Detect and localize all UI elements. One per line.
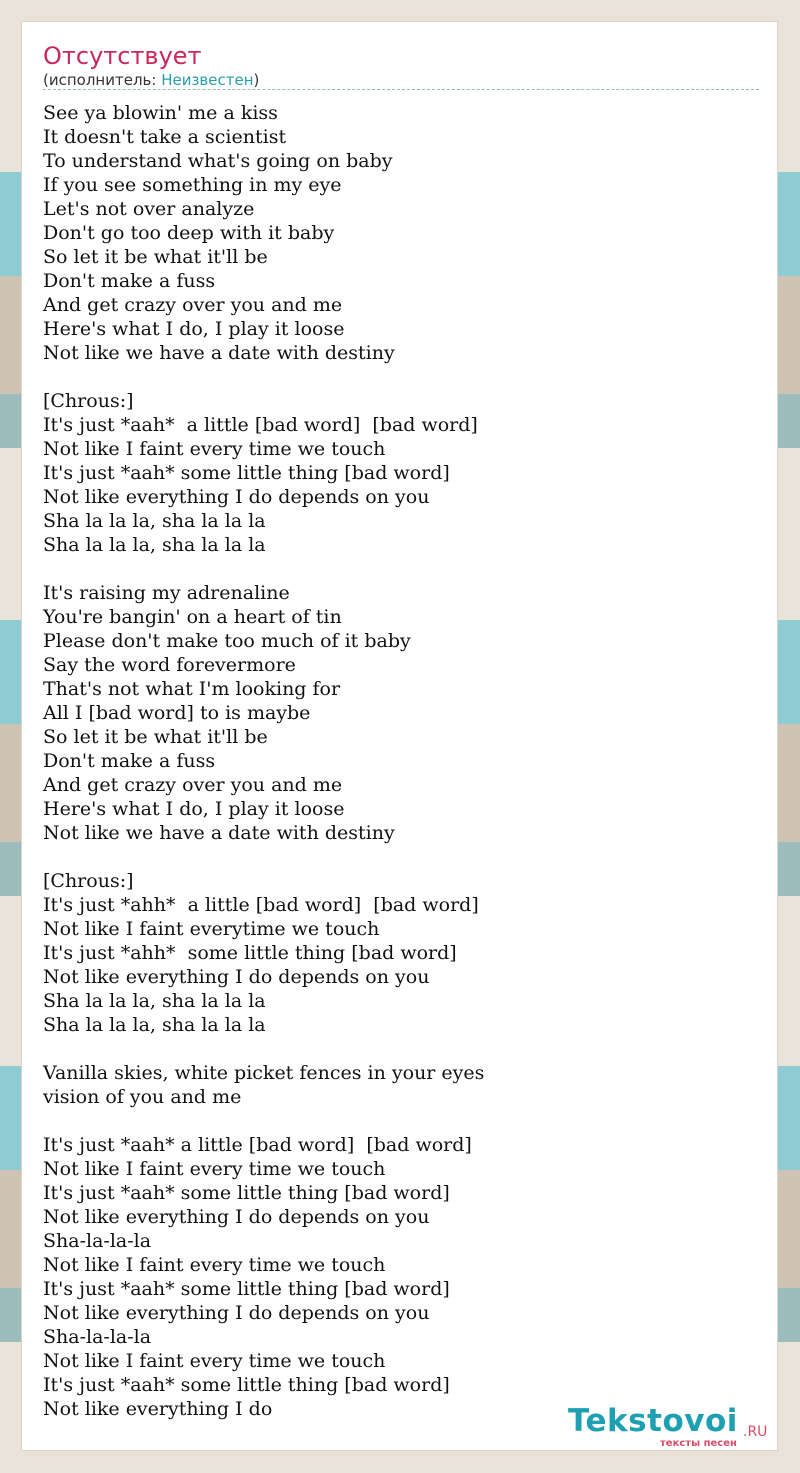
lyric-line: Not like I faint every time we touch	[43, 1254, 386, 1276]
lyric-line: Let's not over analyze	[43, 198, 255, 220]
lyric-line: It's just *aah* a little [bad word] [bad word]	[43, 414, 478, 436]
lyrics-card	[21, 21, 778, 1451]
lyric-line: Don't make a fuss	[43, 270, 216, 292]
lyric-line: Not like we have a date with destiny	[43, 342, 395, 364]
lyric-line: Not like everything I do depends on you	[43, 486, 430, 508]
lyric-line: It's just *ahh* some little thing [bad word]	[43, 942, 457, 964]
lyric-line: Not like everything I do	[43, 1398, 273, 1420]
lyric-line: Sha-la-la-la	[43, 1230, 152, 1252]
lyric-line: Sha-la-la-la	[43, 1326, 152, 1348]
logo-domain-suffix: .RU	[743, 1424, 768, 1440]
lyric-line: Sha la la la, sha la la la	[43, 1014, 266, 1036]
lyric-line: It's just *aah* some little thing [bad word]	[43, 1278, 450, 1300]
lyric-line: [Chrous:]	[43, 870, 134, 892]
lyric-line: Don't make a fuss	[43, 750, 216, 772]
logo-wordmark: Tekstovoi	[568, 1403, 738, 1439]
lyric-line: And get crazy over you and me	[43, 774, 343, 796]
lyric-line: Not like everything I do depends on you	[43, 1206, 430, 1228]
lyric-line: Not like I faint every time we touch	[43, 1350, 386, 1372]
lyric-line: Sha la la la, sha la la la	[43, 990, 266, 1012]
lyric-line: Don't go too deep with it baby	[43, 222, 335, 244]
lyric-line: Not like everything I do depends on you	[43, 966, 430, 988]
lyric-line: It's just *aah* a little [bad word] [bad word]	[43, 1134, 472, 1156]
artist-suffix: )	[253, 71, 260, 89]
logo-tagline: тексты песен	[660, 1438, 737, 1449]
lyric-line: Here's what I do, I play it loose	[43, 318, 345, 340]
lyric-line	[43, 1037, 759, 1061]
lyric-line: If you see something in my eye	[43, 174, 342, 196]
lyric-line	[43, 557, 759, 581]
lyrics-text	[43, 101, 759, 1421]
lyric-line: So let it be what it'll be	[43, 726, 268, 748]
lyric-line: It's just *ahh* a little [bad word] [bad word]	[43, 894, 479, 916]
lyric-line: Not like everything I do depends on you	[43, 1302, 430, 1324]
lyric-line	[43, 845, 759, 869]
lyric-line	[43, 1109, 759, 1133]
lyric-line: Please don't make too much of it baby	[43, 630, 411, 652]
lyric-line: And get crazy over you and me	[43, 294, 343, 316]
lyric-line: Not like I faint everytime we touch	[43, 918, 380, 940]
lyric-line: Say the word forevermore	[43, 654, 296, 676]
lyric-line: Sha la la la, sha la la la	[43, 510, 266, 532]
lyric-line: Not like I faint every time we touch	[43, 1158, 386, 1180]
title-divider	[43, 89, 759, 90]
lyric-line: [Chrous:]	[43, 390, 134, 412]
lyric-line: To understand what's going on baby	[43, 150, 393, 172]
lyric-line: Vanilla skies, white picket fences in your eyes	[43, 1062, 485, 1084]
site-logo[interactable]	[568, 1403, 778, 1451]
lyric-line: It doesn't take a scientist	[43, 126, 287, 148]
lyric-line: See ya blowin' me a kiss	[43, 102, 278, 124]
lyric-line: It's raising my adrenaline	[43, 582, 290, 604]
lyric-line: Sha la la la, sha la la la	[43, 534, 266, 556]
lyric-line	[43, 365, 759, 389]
lyric-line: It's just *aah* some little thing [bad word]	[43, 462, 450, 484]
artist-link[interactable]: Неизвестен	[161, 71, 254, 89]
lyric-line: So let it be what it'll be	[43, 246, 268, 268]
lyric-line: Here's what I do, I play it loose	[43, 798, 345, 820]
artist-prefix: (исполнитель:	[43, 71, 162, 89]
song-title: Отсутствует	[43, 42, 202, 70]
lyric-line: Not like we have a date with destiny	[43, 822, 395, 844]
lyric-line: All I [bad word] to is maybe	[43, 702, 311, 724]
lyric-line: That's not what I'm looking for	[43, 678, 341, 700]
lyric-line: vision of you and me	[43, 1086, 242, 1108]
artist-line	[43, 71, 259, 89]
lyric-line: Not like I faint every time we touch	[43, 438, 386, 460]
lyric-line: It's just *aah* some little thing [bad word]	[43, 1374, 450, 1396]
lyric-line: It's just *aah* some little thing [bad word]	[43, 1182, 450, 1204]
lyric-line: You're bangin' on a heart of tin	[43, 606, 342, 628]
